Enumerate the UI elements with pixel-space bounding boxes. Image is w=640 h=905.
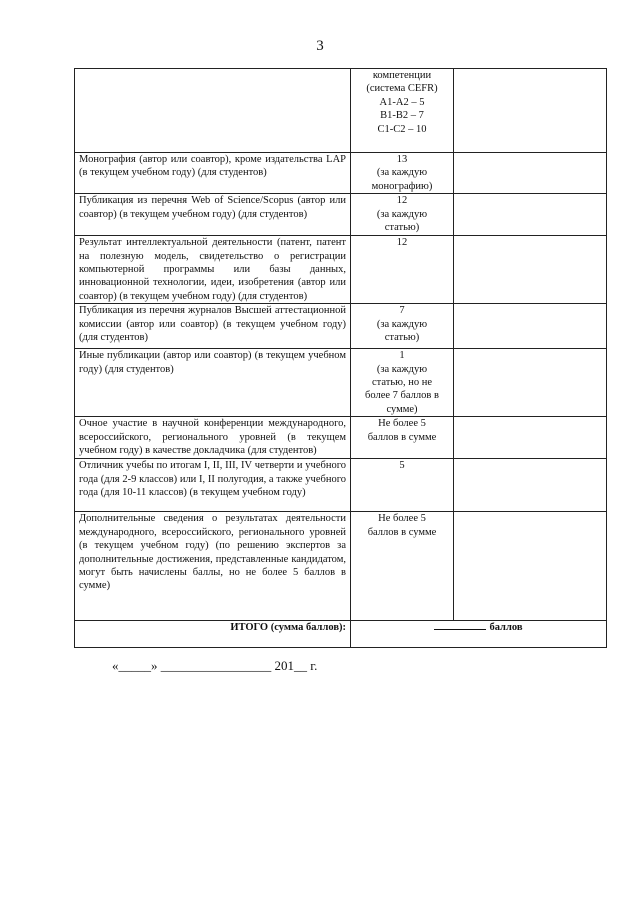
points-line: 5 <box>399 460 405 472</box>
points-line: баллов в сумме <box>367 526 437 538</box>
points-line: более 7 баллов в <box>365 390 439 402</box>
criteria-table <box>74 68 607 648</box>
points-line: С1-С2 – 10 <box>377 123 427 135</box>
total-blank <box>434 629 486 630</box>
total-unit: баллов <box>489 622 523 634</box>
score-cell <box>454 194 607 236</box>
criterion-cell: Дополнительные сведения о результатах деятельности международного, всероссийского, регионального уровней (в текущем учебном году) (по решению экспертов за дополнительные достижения, представленные кандидатом, могут быть начислены баллы, но не более 5 баллов в сумме) <box>75 512 351 621</box>
criterion-cell: Монография (автор или соавтор), кроме издательства LAP (в текущем учебном году) (для студентов) <box>75 153 351 194</box>
criterion-cell: Иные публикации (автор или соавтор) (в текущем учебном году) (для студентов) <box>75 349 351 417</box>
criterion-cell <box>75 69 351 153</box>
criteria-row <box>75 304 607 349</box>
criterion-cell: Отличник учебы по итогам I, II, III, IV четверти и учебного года (для 2-9 классов) или I, II полугодия, а также учебного года (для 10-11 классов) (в текущем учебном году) <box>75 459 351 512</box>
points-line: баллов в сумме <box>367 431 437 443</box>
points-cell <box>351 304 454 349</box>
points-line: монографию) <box>371 180 433 192</box>
points-line: Не более 5 <box>378 418 426 430</box>
points-line: (за каждую <box>376 208 428 220</box>
criteria-row <box>75 194 607 236</box>
criterion-cell: Очное участие в научной конференции международного, всероссийского, регионального уровней (в текущем учебном году) в качестве докладчика (для студентов) <box>75 417 351 459</box>
points-cell <box>351 153 454 194</box>
points-cell <box>351 512 454 621</box>
criterion-cell: Публикация из перечня журналов Высшей аттестационной комиссии (автор или соавтор) (в текущем учебном году) (для студентов) <box>75 304 351 349</box>
criteria-row <box>75 236 607 304</box>
points-line: статью, но не <box>371 377 432 389</box>
points-cell <box>351 459 454 512</box>
points-line: (система CEFR) <box>366 83 438 95</box>
points-line: 7 <box>399 305 405 317</box>
points-cell <box>351 194 454 236</box>
points-line: (за каждую <box>376 167 428 179</box>
points-cell <box>351 69 454 153</box>
points-line: Не более 5 <box>378 513 426 525</box>
points-line: сумме) <box>386 403 418 415</box>
signature-date-line: «_____» _________________ 201__ г. <box>112 658 318 673</box>
score-cell <box>454 304 607 349</box>
criteria-row <box>75 512 607 621</box>
criteria-row <box>75 417 607 459</box>
points-cell <box>351 417 454 459</box>
score-cell <box>454 69 607 153</box>
criterion-cell: Публикация из перечня Web of Science/Scopus (автор или соавтор) (в текущем учебном году) (для студентов) <box>75 194 351 236</box>
points-line: А1-А2 – 5 <box>379 96 425 108</box>
criterion-cell: Результат интеллектуальной деятельности (патент, патент на полезную модель, свидетельство о регистрации компьютерной программы или базы данных, инновационной технологии, идеи, изобретения (автор или соавтор) (в текущем учебном году) (для студентов) <box>75 236 351 304</box>
page-number: 3 <box>316 38 324 54</box>
points-line: 12 <box>396 195 408 207</box>
criteria-row <box>75 349 607 417</box>
points-line: 1 <box>399 350 405 362</box>
score-cell <box>454 349 607 417</box>
points-line: статью) <box>384 222 420 234</box>
points-line: компетенции <box>372 70 432 81</box>
criteria-row <box>75 69 607 153</box>
total-value <box>351 621 607 648</box>
score-cell <box>454 512 607 621</box>
score-cell <box>454 153 607 194</box>
points-cell <box>351 236 454 304</box>
total-label: ИТОГО (сумма баллов): <box>75 621 351 648</box>
criteria-row <box>75 459 607 512</box>
total-row <box>75 621 607 648</box>
points-line: (за каждую <box>376 318 428 330</box>
points-line: (за каждую <box>376 363 428 375</box>
score-cell <box>454 459 607 512</box>
points-line: 13 <box>396 154 408 165</box>
points-line: 12 <box>396 237 408 249</box>
criteria-row <box>75 153 607 194</box>
points-cell <box>351 349 454 417</box>
points-line: статью) <box>384 332 420 344</box>
points-line: В1-В2 – 7 <box>380 110 424 122</box>
score-cell <box>454 236 607 304</box>
score-cell <box>454 417 607 459</box>
